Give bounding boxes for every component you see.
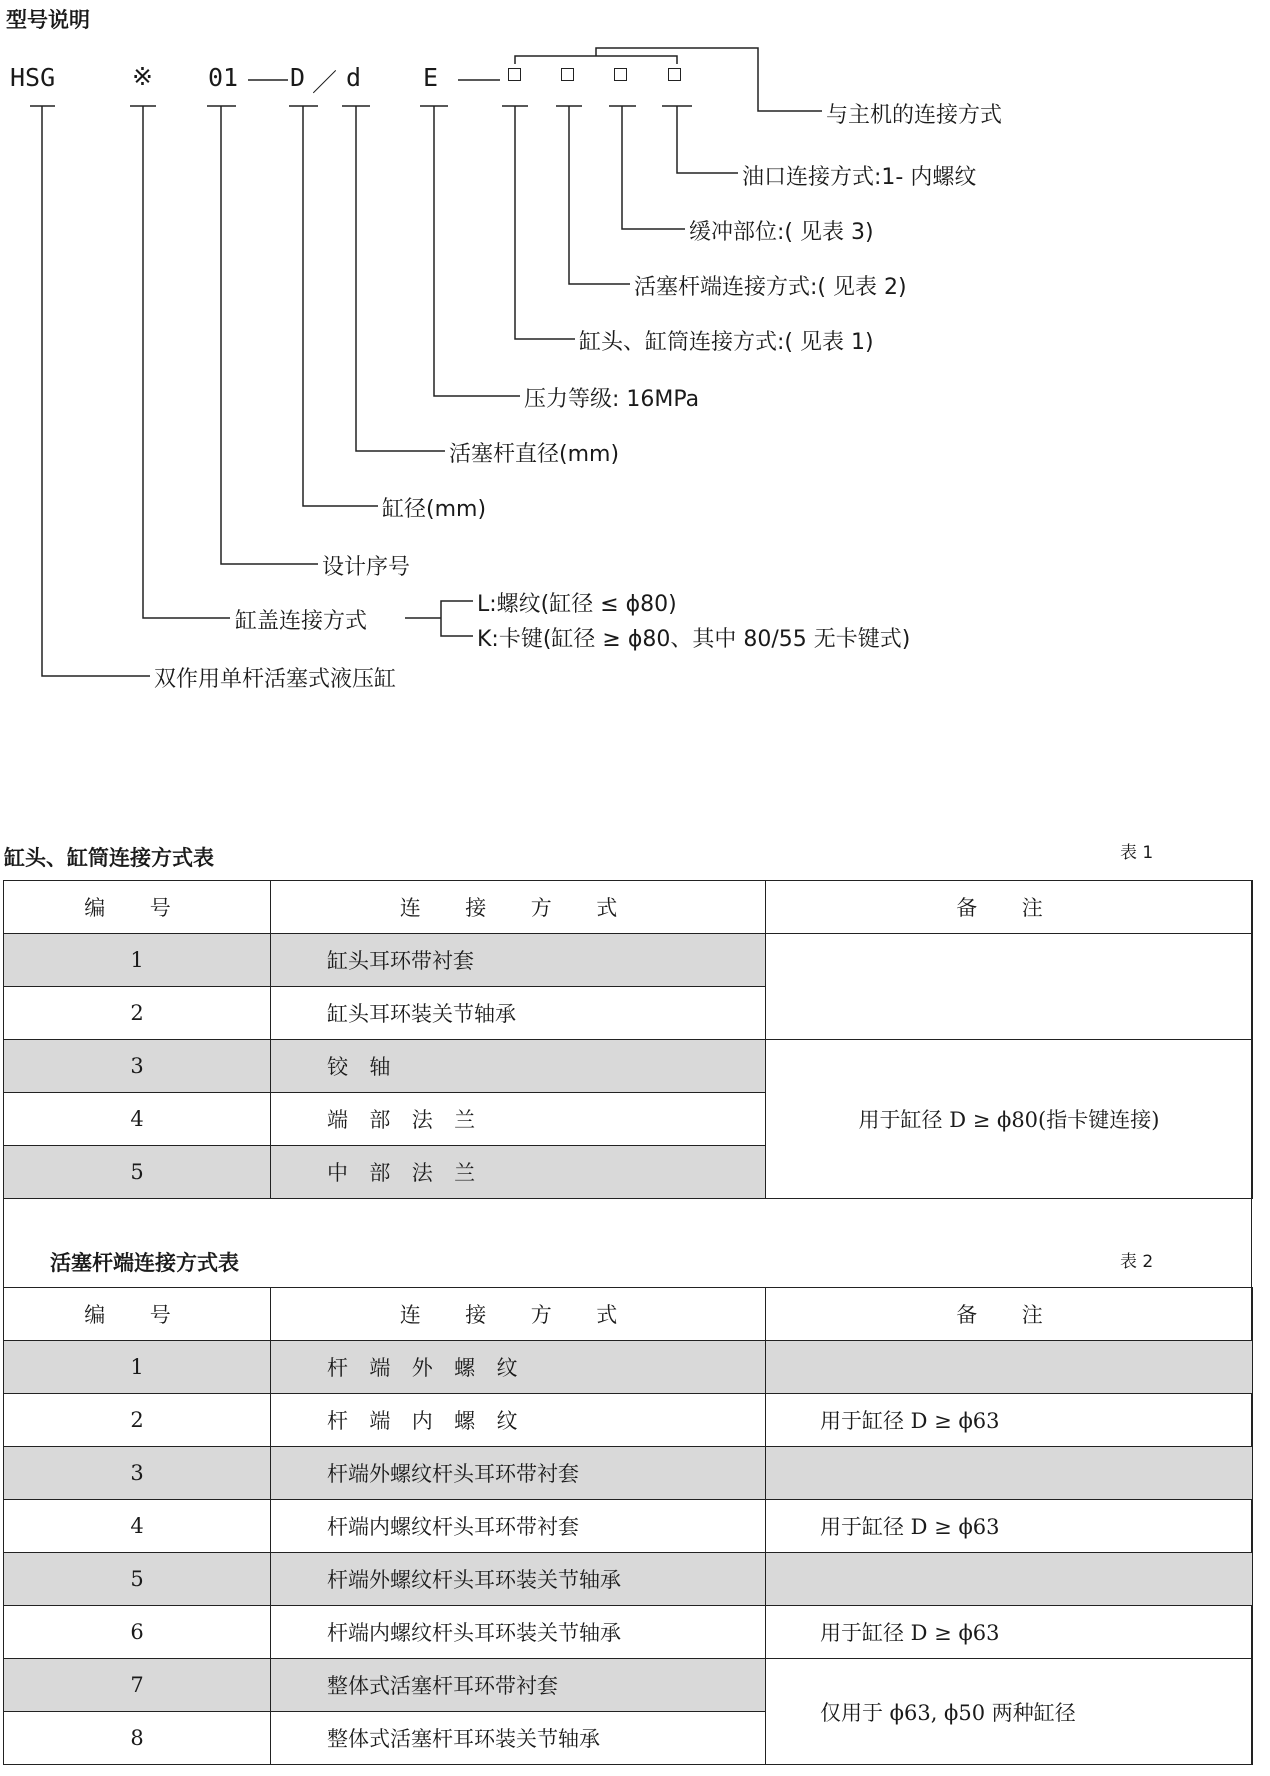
cell-method: 杆端外螺纹杆头耳环带衬套 [271, 1447, 766, 1500]
cell-no: 2 [4, 1394, 271, 1447]
cover-option-k: K:卡键(缸径 ≥ ϕ80、其中 80/55 无卡键式) [477, 627, 911, 652]
table2-title: 活塞杆端连接方式表 [50, 1251, 239, 1275]
cell-method: 杆 端 内 螺 纹 [271, 1394, 766, 1447]
desc-pressure: 压力等级: 16MPa [524, 387, 700, 412]
cell-method: 铰 轴 [271, 1040, 766, 1093]
desc-bore: 缸径(mm) [382, 497, 487, 522]
cell-note: 用于缸径 D ≥ ϕ63 [766, 1394, 1253, 1447]
cell-no: 3 [4, 1040, 271, 1093]
cell-no: 8 [4, 1712, 271, 1765]
cell-method: 杆端外螺纹杆头耳环装关节轴承 [271, 1553, 766, 1606]
cell-no: 5 [4, 1146, 271, 1199]
cell-no: 4 [4, 1500, 271, 1553]
cell-no: 5 [4, 1553, 271, 1606]
code-pressure: E [423, 63, 439, 92]
cell-no: 1 [4, 1341, 271, 1394]
cell-method: 杆 端 外 螺 纹 [271, 1341, 766, 1394]
table-row [4, 934, 1253, 987]
table-row [4, 1341, 1253, 1394]
desc-cover: 缸盖连接方式 [235, 609, 368, 634]
cell-note: 仅用于 ϕ63, ϕ50 两种缸径 [766, 1659, 1253, 1765]
table1-header-method: 连 接 方 式 [271, 881, 766, 934]
cell-method: 整体式活塞杆耳环带衬套 [271, 1659, 766, 1712]
cell-no: 1 [4, 934, 271, 987]
desc-rod-diameter: 活塞杆直径(mm) [449, 442, 620, 467]
table-row [4, 1040, 1253, 1093]
cell-no: 4 [4, 1093, 271, 1146]
table1-title: 缸头、缸筒连接方式表 [4, 846, 214, 870]
cell-no: 3 [4, 1447, 271, 1500]
desc-head-tube: 缸头、缸筒连接方式:( 见表 1) [579, 330, 874, 355]
cell-method: 整体式活塞杆耳环装关节轴承 [271, 1712, 766, 1765]
desc-cushion: 缓冲部位:( 见表 3) [689, 220, 874, 245]
cell-note: 用于缸径 D ≥ ϕ63 [766, 1606, 1253, 1659]
table-row [4, 1500, 1253, 1553]
table1-number: 表 1 [1120, 843, 1154, 863]
cell-method: 杆端内螺纹杆头耳环带衬套 [271, 1500, 766, 1553]
table-row [4, 1447, 1253, 1500]
cell-method: 缸头耳环带衬套 [271, 934, 766, 987]
table2-header-method: 连 接 方 式 [271, 1288, 766, 1341]
table-row [4, 1394, 1253, 1447]
cell-note-empty [766, 934, 1253, 1040]
cell-note [766, 1341, 1253, 1394]
table2-header-note: 备 注 [766, 1288, 1253, 1341]
cell-note: 用于缸径 D ≥ ϕ63 [766, 1500, 1253, 1553]
table1-header-no: 编 号 [4, 881, 271, 934]
desc-oil-port: 油口连接方式:1- 内螺纹 [742, 165, 977, 190]
table-row [4, 1606, 1253, 1659]
cell-no: 6 [4, 1606, 271, 1659]
table-row [4, 1553, 1253, 1606]
code-bore: D [290, 63, 306, 92]
code-hsg: HSG [10, 63, 56, 92]
table-row [4, 1659, 1253, 1712]
code-mark: ※ [132, 62, 153, 91]
desc-cylinder-type: 双作用单杆活塞式液压缸 [154, 667, 397, 692]
code-rod: d [346, 63, 362, 92]
cell-no: 7 [4, 1659, 271, 1712]
table2-header-no: 编 号 [4, 1288, 271, 1341]
table2 [3, 1287, 1253, 1765]
cell-method: 端 部 法 兰 [271, 1093, 766, 1146]
table1 [3, 880, 1253, 1199]
cover-option-l: L:螺纹(缸径 ≤ ϕ80) [477, 592, 677, 617]
table2-number: 表 2 [1120, 1252, 1154, 1272]
cell-method: 缸头耳环装关节轴承 [271, 987, 766, 1040]
cell-note [766, 1553, 1253, 1606]
table1-header-note: 备 注 [766, 881, 1253, 934]
desc-host-connection: 与主机的连接方式 [826, 103, 1003, 128]
code-design-no: 01 [208, 63, 239, 92]
cell-note: 用于缸径 D ≥ ϕ80(指卡键连接) [766, 1040, 1253, 1199]
cell-no: 2 [4, 987, 271, 1040]
cell-note [766, 1447, 1253, 1500]
desc-rod-end: 活塞杆端连接方式:( 见表 2) [634, 275, 907, 300]
code-slash: ／ [312, 68, 338, 97]
cell-method: 中 部 法 兰 [271, 1146, 766, 1199]
cell-method: 杆端内螺纹杆头耳环装关节轴承 [271, 1606, 766, 1659]
section-title-model: 型号说明 [6, 8, 90, 32]
desc-design-no: 设计序号 [322, 555, 411, 580]
